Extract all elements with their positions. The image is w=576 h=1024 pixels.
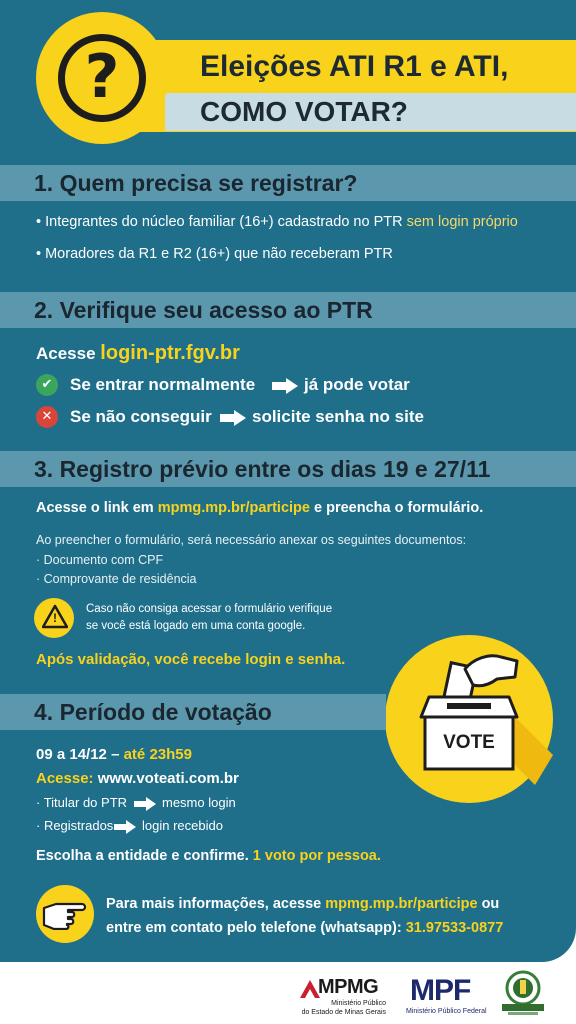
- info-line-2: entre em contato pelo telefone (whatsapp): 31.97533-0877: [106, 920, 504, 936]
- section-1-heading: 1. Quem precisa se registrar?: [34, 170, 358, 196]
- mpmg-subtitle-2: do Estado de Minas Gerais: [301, 1009, 386, 1016]
- page-title: Eleições ATI R1 e ATI,: [200, 50, 509, 83]
- login-row-titular: · Titular do PTR: [36, 795, 128, 810]
- check-icon: ✔: [36, 374, 58, 396]
- login-row-titular-result: mesmo login: [162, 795, 236, 810]
- mpf-subtitle: Ministério Público Federal: [406, 1008, 487, 1015]
- documents-intro: Ao preencher o formulário, será necessário anexar os seguintes documentos:: [36, 533, 467, 547]
- info-participe-link[interactable]: mpmg.mp.br/participe: [325, 896, 478, 912]
- access-line: Acesse login-ptr.fgv.br: [36, 342, 240, 364]
- mpmg-logo-icon: [300, 978, 320, 998]
- voteati-link[interactable]: www.voteati.com.br: [97, 770, 239, 787]
- section-2-bar: [0, 292, 576, 328]
- participe-link[interactable]: mpmg.mp.br/participe: [157, 500, 310, 516]
- register-instruction: Acesse o link em mpmg.mp.br/participe e preencha o formulário.: [36, 500, 484, 516]
- login-row-registered: · Registrados: [36, 818, 114, 833]
- defensoria-publica-logo: [500, 968, 546, 1016]
- cross-icon: ✕: [36, 406, 58, 428]
- arrow-right-icon: [220, 410, 246, 426]
- page-subtitle: COMO VOTAR?: [200, 96, 408, 127]
- arrow-right-icon: [272, 378, 298, 394]
- section-1-bullet-2: • Moradores da R1 e R2 (16+) que não receberam PTR: [36, 246, 393, 262]
- section-4-heading: 4. Período de votação: [34, 699, 272, 725]
- row-1-condition: Se entrar normalmente: [70, 375, 256, 394]
- row-2-result: solicite senha no site: [252, 407, 424, 426]
- arrow-right-icon: [114, 820, 136, 834]
- login-row-registered-result: login recebido: [142, 818, 223, 833]
- warning-text-line-2: se você está logado em uma conta google.: [86, 620, 306, 632]
- row-1-result: já pode votar: [304, 375, 410, 394]
- section-2-heading: 2. Verifique seu acesso ao PTR: [34, 297, 373, 323]
- mpf-logo-text: MPF: [410, 974, 471, 1007]
- document-item: · Documento com CPF: [36, 553, 164, 567]
- pointing-hand-icon: [42, 898, 88, 930]
- warning-mark: !: [53, 611, 57, 625]
- whatsapp-phone[interactable]: 31.97533-0877: [405, 920, 504, 936]
- mpmg-logo-text: MPMG: [318, 976, 379, 998]
- section-1-bullet-1: • Integrantes do núcleo familiar (16+) cadastrado no PTR sem login próprio: [36, 214, 518, 230]
- access-link[interactable]: login-ptr.fgv.br: [100, 342, 240, 364]
- info-line-1: Para mais informações, acesse mpmg.mp.br/participe ou: [106, 896, 500, 912]
- arrow-right-icon: [134, 797, 156, 811]
- vote-label: VOTE: [443, 732, 495, 753]
- mpmg-subtitle-1: Ministério Público: [331, 1000, 386, 1007]
- section-4-bar: [0, 694, 386, 730]
- bullet-1-note: sem login próprio: [406, 214, 518, 230]
- footer-logos: [0, 962, 576, 1024]
- voting-site: Acesse: www.voteati.com.br: [36, 770, 239, 787]
- section-1-bar: [0, 165, 576, 201]
- ballot-box-icon: [385, 635, 553, 803]
- warning-text-line-1: Caso não consiga acessar o formulário verifique: [86, 603, 333, 615]
- row-2-condition: Se não conseguir: [70, 407, 212, 426]
- voting-dates: 09 a 14/12 – até 23h59: [36, 746, 192, 763]
- after-validation-note: Após validação, você recebe login e senha.: [36, 651, 346, 668]
- choose-entity: Escolha a entidade e confirme. 1 voto por pessoa.: [36, 848, 381, 864]
- question-mark-icon: ?: [84, 42, 120, 112]
- section-3-heading: 3. Registro prévio entre os dias 19 e 27/11: [34, 456, 491, 482]
- document-item: · Comprovante de residência: [36, 572, 197, 586]
- section-3-bar: [0, 451, 576, 487]
